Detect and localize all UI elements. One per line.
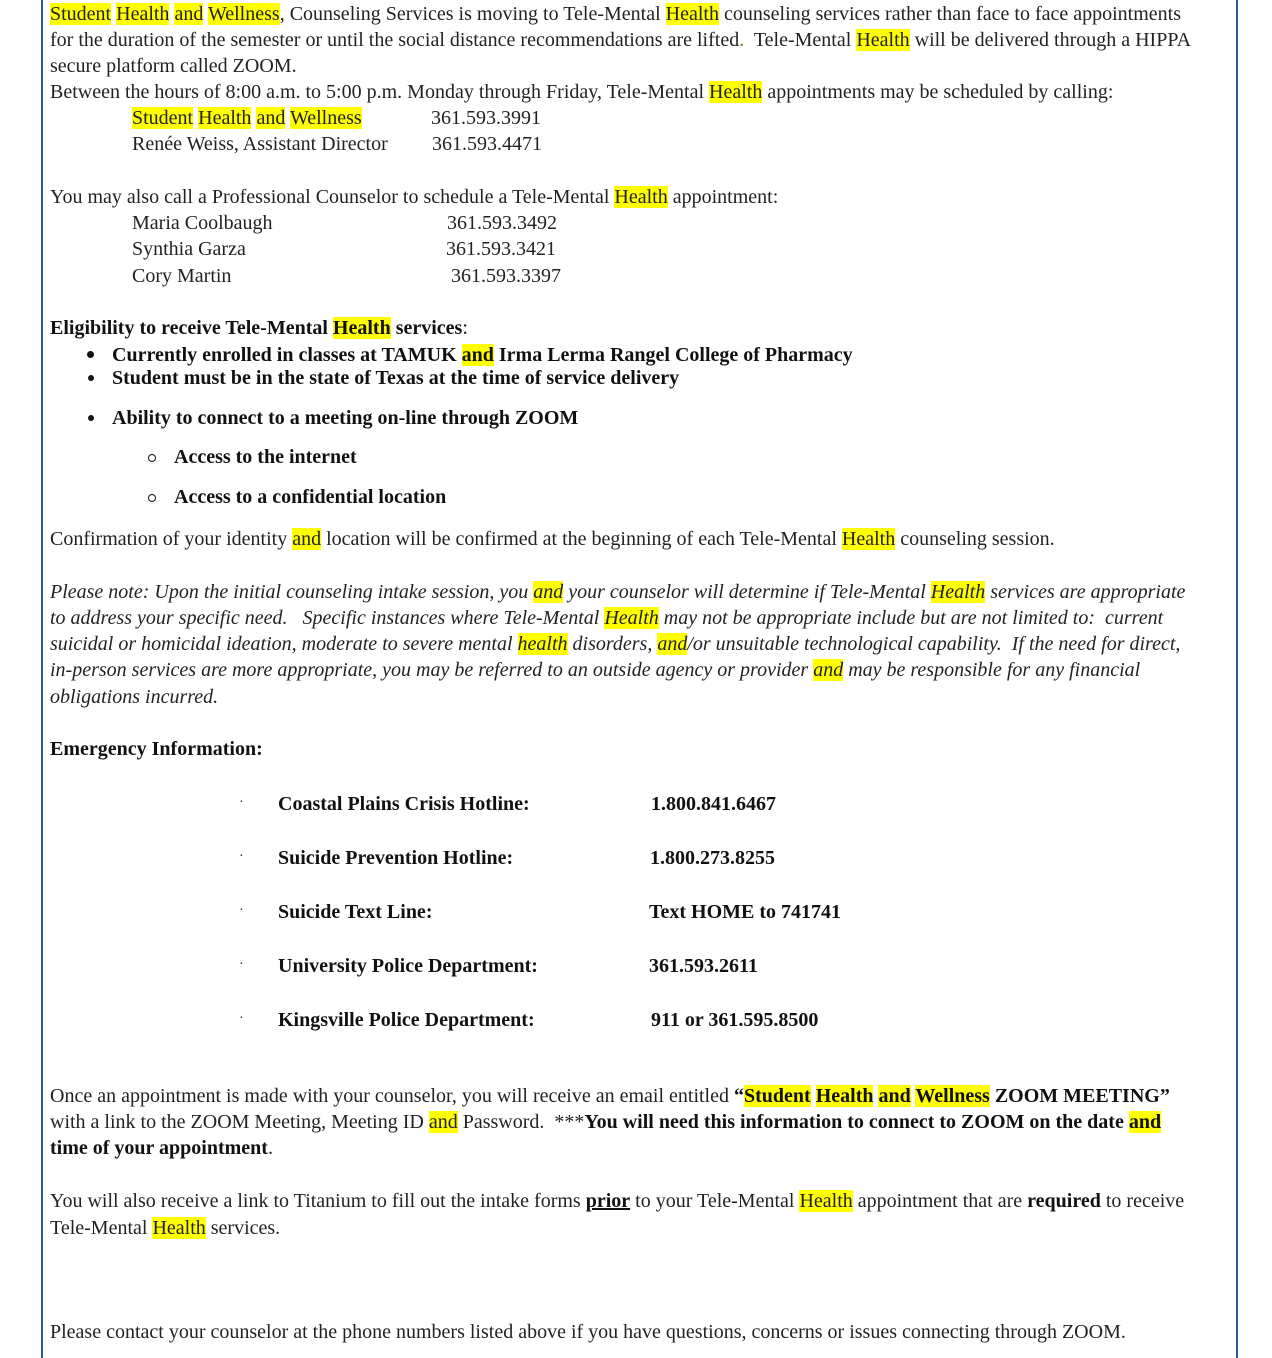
emergency-label: Suicide Text Line:	[278, 901, 433, 923]
bullet-icon	[88, 375, 94, 381]
note-line	[50, 631, 1180, 657]
text: You will need this information to connect to ZOOM on the date	[584, 1111, 1129, 1133]
highlight: Health	[856, 29, 910, 51]
text: your counselor will determine if Tele-Mental	[563, 581, 931, 603]
text: location will be confirmed at the beginning of each Tele-Mental	[321, 528, 842, 550]
emergency-label: Coastal Plains Crisis Hotline:	[278, 793, 530, 815]
highlight: Health	[709, 81, 763, 103]
note-line	[50, 579, 1185, 605]
text: Tele-Mental	[50, 1217, 153, 1239]
email-line	[50, 1083, 1170, 1109]
highlight: and	[174, 3, 204, 25]
text: services are appropriate	[985, 581, 1186, 603]
counselor-name: Synthia Garza	[132, 238, 246, 260]
circle-bullet-icon	[148, 454, 156, 462]
text: ZOOM MEETING”	[989, 1085, 1170, 1107]
contact-name: Renée Weiss, Assistant Director	[132, 133, 388, 155]
highlight: Student	[744, 1085, 811, 1107]
email-line	[50, 1109, 1161, 1135]
text: You will also receive a link to Titanium to fill out the intake forms	[50, 1190, 586, 1212]
emergency-value: 1.800.841.6467	[651, 793, 776, 815]
bullet-icon: ·	[239, 795, 244, 810]
titanium-line	[50, 1188, 1184, 1214]
highlight: Wellness	[289, 107, 362, 129]
counselor-phone: 361.593.3397	[451, 265, 561, 287]
highlight: Health	[152, 1217, 206, 1239]
highlight: Health	[604, 607, 659, 629]
text: Currently enrolled in classes at TAMUK	[112, 344, 462, 366]
text: You may also call a Professional Counselor to schedule a Tele-Mental	[50, 186, 615, 208]
highlight: Health	[799, 1190, 853, 1212]
counselor-intro	[50, 184, 778, 210]
text: counseling services rather than face to face appointments	[718, 3, 1181, 25]
contact-name	[132, 105, 362, 131]
eligibility-subitem: Access to the internet	[174, 446, 357, 468]
text: suicidal or homicidal ideation, moderate to severe mental	[50, 633, 518, 655]
circle-bullet-icon	[148, 494, 156, 502]
highlight: Wellness	[207, 3, 280, 25]
bullet-icon	[87, 351, 94, 358]
text: to your Tele-Mental	[630, 1190, 800, 1212]
emergency-value: Text HOME to 741741	[649, 901, 842, 923]
text: services	[390, 317, 463, 339]
highlight: Health	[930, 581, 986, 603]
highlight: and	[428, 1111, 458, 1133]
highlight: and	[813, 659, 844, 681]
counselor-name: Maria Coolbaugh	[132, 212, 273, 234]
emergency-label: Kingsville Police Department:	[278, 1009, 535, 1031]
intro-line-2	[50, 27, 1191, 53]
text: Confirmation of your identity	[50, 528, 293, 550]
emergency-label: University Police Department:	[278, 955, 538, 977]
hours-line	[50, 79, 1113, 105]
counselor-phone: 361.593.3421	[446, 238, 556, 260]
text: in-person services are more appropriate, you may be referred to an outside agency or provider	[50, 659, 814, 681]
text: .	[267, 1137, 273, 1159]
bullet-icon: ·	[239, 849, 244, 864]
bullet-icon	[88, 415, 94, 421]
highlight: and	[878, 1085, 911, 1107]
highlight: Health	[841, 528, 896, 550]
text: time of your appointment	[50, 1137, 268, 1159]
bullet-icon: ·	[239, 1011, 244, 1026]
highlight: Health	[332, 317, 391, 339]
text: appointments may be scheduled by calling:	[762, 81, 1114, 103]
emergency-label: Suicide Prevention Hotline:	[278, 847, 514, 869]
note-line	[50, 657, 1140, 683]
contact-phone: 361.593.3991	[431, 107, 541, 129]
counselor-name: Cory Martin	[132, 265, 232, 287]
text: /or unsuitable technological capability. If the need for direct,	[687, 633, 1181, 655]
text: Tele-Mental	[744, 29, 857, 51]
text: counseling session.	[895, 528, 1055, 550]
highlight: and	[657, 633, 688, 655]
text: to receive	[1100, 1190, 1185, 1212]
bullet-icon: ·	[239, 957, 244, 972]
closing-line: Please contact your counselor at the phone numbers listed above if you have questions, concerns or issues connecting through ZOOM.	[50, 1321, 1126, 1343]
text: for the duration of the semester or until the social distance recommendations are lifted	[50, 29, 740, 51]
highlight: Wellness	[915, 1085, 990, 1107]
emergency-heading: Emergency Information:	[50, 738, 263, 760]
text: appointment that are	[852, 1190, 1028, 1212]
text: may be responsible for any financial	[843, 659, 1141, 681]
highlight: and	[461, 344, 494, 366]
highlight: Health	[614, 186, 668, 208]
text: to address your specific need. Specific instances where Tele-Mental	[50, 607, 605, 629]
note-line: obligations incurred.	[50, 686, 219, 708]
highlight: Student	[132, 107, 194, 129]
text: Password. ***	[457, 1111, 585, 1133]
text: Eligibility to receive Tele-Mental	[50, 317, 333, 339]
text: “	[734, 1085, 744, 1107]
highlight: and	[533, 581, 564, 603]
text: will be delivered through a HIPPA	[909, 29, 1192, 51]
text: Please note: Upon the initial counseling intake session, you	[50, 581, 534, 603]
text: , Counseling Services is moving to Tele-Mental	[279, 3, 666, 25]
text: appointment:	[667, 186, 779, 208]
text: prior	[585, 1190, 631, 1212]
text: required	[1027, 1190, 1101, 1212]
text: disorders,	[567, 633, 658, 655]
text: with a link to the ZOOM Meeting, Meeting ID	[50, 1111, 429, 1133]
text: .	[739, 29, 745, 51]
bullet-icon: ·	[239, 903, 244, 918]
eligibility-item: Student must be in the state of Texas at the time of service delivery	[112, 367, 680, 389]
text: services.	[205, 1217, 281, 1239]
highlight: Health	[665, 3, 719, 25]
intro-line-3: secure platform called ZOOM.	[50, 55, 297, 77]
text: Between the hours of 8:00 a.m. to 5:00 p.m. Monday through Friday, Tele-Mental	[50, 81, 710, 103]
emergency-value: 361.593.2611	[649, 955, 758, 977]
contact-phone: 361.593.4471	[432, 133, 542, 155]
emergency-value: 911 or 361.595.8500	[651, 1009, 819, 1031]
email-line	[50, 1135, 273, 1161]
highlight: Health	[116, 3, 170, 25]
text: Once an appointment is made with your counselor, you will receive an email entitled	[50, 1085, 734, 1107]
highlight: Health	[198, 107, 252, 129]
intro-line-1	[50, 1, 1181, 27]
eligibility-subitem: Access to a confidential location	[174, 486, 447, 508]
text: :	[462, 317, 468, 339]
emergency-value: 1.800.273.8255	[650, 847, 775, 869]
eligibility-item: Ability to connect to a meeting on-line through ZOOM	[112, 407, 579, 429]
highlight: Student	[50, 3, 112, 25]
highlight: and	[1128, 1111, 1162, 1133]
eligibility-heading	[50, 315, 468, 341]
text: Irma Lerma Rangel College of Pharmacy	[493, 344, 853, 366]
text: may not be appropriate include but are not limited to: current	[658, 607, 1164, 629]
note-line	[50, 605, 1163, 631]
highlight: health	[517, 633, 568, 655]
titanium-line	[50, 1215, 280, 1241]
confirmation-line	[50, 526, 1055, 552]
highlight: and	[256, 107, 286, 129]
highlight: Health	[815, 1085, 874, 1107]
counselor-phone: 361.593.3492	[447, 212, 557, 234]
highlight: and	[292, 528, 322, 550]
